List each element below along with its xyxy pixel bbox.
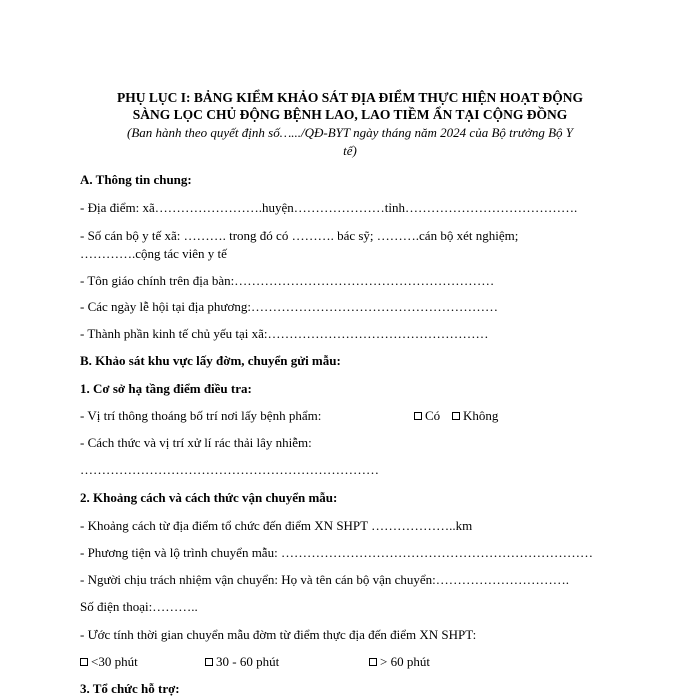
festivals-line: - Các ngày lễ hội tại địa phương:…………………………………………………: [80, 299, 498, 314]
ventilation-no-option[interactable]: [452, 408, 498, 424]
checkbox-icon[interactable]: [369, 658, 377, 666]
sub2-heading: 2. Khoảng cách và cách thức vận chuyển mẫu:: [80, 490, 338, 505]
sub3-heading: 3. Tổ chức hỗ trợ:: [80, 681, 180, 696]
time-option-30-60[interactable]: [205, 654, 279, 670]
subtitle-line-2: tế): [343, 143, 357, 158]
ventilation-yes-option[interactable]: [414, 408, 440, 424]
economy-line: - Thành phần kinh tế chủ yếu tại xã:……………………………………………: [80, 326, 489, 341]
section-a-heading: A. Thông tin chung:: [80, 172, 192, 187]
staff-line-1: - Số cán bộ y tế xã: ………. trong đó có ………. bác sỹ; ……….cán bộ xét nghiệm;: [80, 228, 519, 243]
checkbox-icon[interactable]: [452, 412, 460, 420]
title-line-1: PHỤ LỤC I: BẢNG KIỂM KHẢO SÁT ĐỊA ĐIỂM THỰC HIỆN HOẠT ĐỘNG: [116, 90, 584, 105]
option-no-label: Không: [463, 408, 499, 423]
time-option-under-30[interactable]: [80, 654, 138, 670]
sub1-heading: 1. Cơ sở hạ tầng điểm điều tra:: [80, 381, 252, 396]
responsible-line: - Người chịu trách nhiệm vận chuyển: Họ và tên cán bộ vận chuyển:………………………….: [80, 572, 570, 587]
time-option-over-60[interactable]: [369, 654, 430, 670]
vehicle-line: - Phương tiện và lộ trình chuyển mẫu: ………………………………………………………………: [80, 545, 593, 560]
distance-line: - Khoảng cách từ địa điểm tổ chức đến điểm XN SHPT ………………..km: [80, 518, 473, 533]
waste-blank-line: ……………………………………………………………: [80, 462, 379, 477]
section-b-heading: B. Khảo sát khu vực lấy đờm, chuyển gửi mẫu:: [80, 353, 341, 368]
ventilation-line: - Vị trí thông thoáng bố trí nơi lấy bệnh phẩm:: [80, 408, 322, 423]
religion-line: - Tôn giáo chính trên địa bàn:……………………………………………………: [80, 273, 495, 288]
waste-line: - Cách thức và vị trí xử lí rác thải lây nhiễm:: [80, 435, 312, 450]
location-line: - Địa điểm: xã…………………….huyện…………………tỉnh………………………………….: [80, 200, 578, 215]
phone-line: Số điện thoại:………..: [80, 599, 198, 614]
title-line-2: SÀNG LỌC CHỦ ĐỘNG BỆNH LAO, LAO TIỀM ẨN TẠI CỘNG ĐỒNG: [132, 107, 568, 122]
subtitle-line-1: (Ban hành theo quyết định số….../QĐ-BYT ngày tháng năm 2024 của Bộ trưởng Bộ Y: [126, 125, 574, 140]
checkbox-icon[interactable]: [205, 658, 213, 666]
time-option-3-label: > 60 phút: [380, 654, 430, 669]
time-option-1-label: <30 phút: [91, 654, 138, 669]
time-estimate-line: - Ước tính thời gian chuyển mẫu đờm từ điểm thực địa đến điểm XN SHPT:: [80, 627, 477, 642]
checkbox-icon[interactable]: [414, 412, 422, 420]
staff-line-2: ………….cộng tác viên y tế: [80, 246, 227, 261]
checkbox-icon[interactable]: [80, 658, 88, 666]
time-option-2-label: 30 - 60 phút: [216, 654, 280, 669]
option-yes-label: Có: [425, 408, 441, 423]
